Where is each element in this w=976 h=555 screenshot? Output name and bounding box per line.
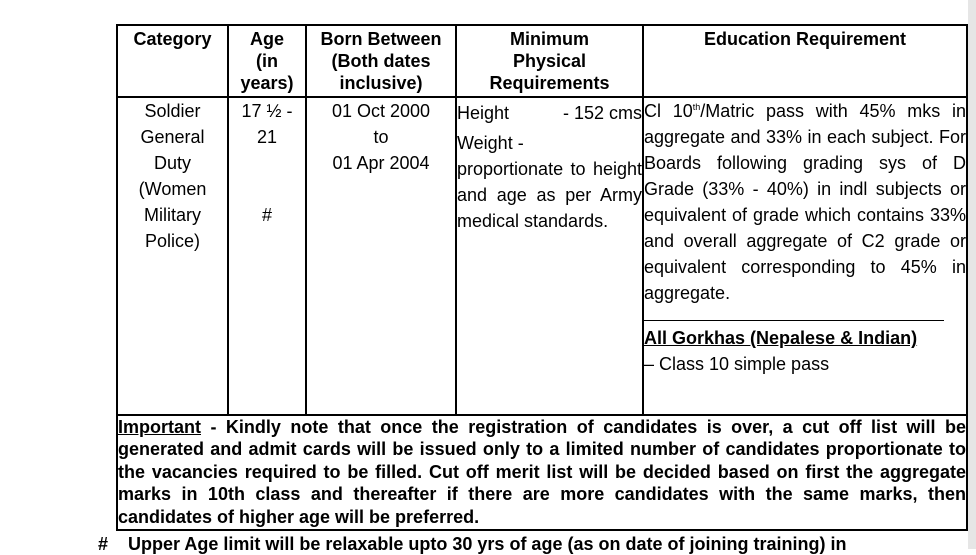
- footnote: [98, 533, 846, 555]
- important-row: [117, 415, 967, 530]
- footnote-text: Upper Age limit will be relaxable upto 30 yrs of age (as on date of joining training) in: [128, 534, 847, 554]
- data-row: [117, 97, 967, 415]
- header-row: [117, 25, 967, 97]
- weight-label: Weight -: [457, 133, 524, 154]
- header-age: Age (in years): [228, 25, 306, 97]
- footnote-mark: #: [98, 534, 109, 554]
- right-edge-bar: [968, 0, 976, 549]
- important-label: Important: [118, 416, 201, 437]
- cell-born-between: 01 Oct 2000 to 01 Apr 2004: [306, 97, 456, 415]
- cell-age: 17 ½ - 21 #: [228, 97, 306, 415]
- weight-text: proportionate to height and age as per Army medical standards.: [457, 159, 642, 232]
- education-text: Cl 10th/Matric pass with 45% mks in aggregate and 33% in each subject. For Boards following grading sys of D Grade (33% - 40%) in indl subjects or equivalent of grade which contains 33% and overall aggregate of C2 grade or equivalent corresponding to 45% in aggregate.: [644, 101, 966, 304]
- gorkhas-text: – Class 10 simple pass: [644, 354, 830, 375]
- header-education: Education Requirement: [643, 25, 967, 97]
- recruitment-table: [116, 24, 968, 531]
- age-footnote-mark: #: [261, 205, 272, 226]
- important-note: Important - Kindly note that once the registration of candidates is over, a cut off list will be generated and admit cards will be issued only to a limited number of candidates proportionate to the vacancies required to be filled. Cut off merit list will be decided based on first the aggregate marks in 10th class and thereafter if there are more candidates with the same marks, then candidates of higher age will be preferred.: [117, 415, 967, 530]
- header-born-between: Born Between (Both dates inclusive): [306, 25, 456, 97]
- cell-education: [643, 97, 967, 415]
- header-category: Category: [117, 25, 228, 97]
- cell-category: Soldier General Duty (Women Military Police): [117, 97, 228, 415]
- divider-line: [644, 320, 944, 321]
- header-physical: Minimum Physical Requirements: [456, 25, 643, 97]
- height-line: Height - 152 cms: [457, 103, 642, 124]
- gorkhas-heading: All Gorkhas (Nepalese & Indian): [644, 328, 918, 349]
- cell-physical: [456, 97, 643, 415]
